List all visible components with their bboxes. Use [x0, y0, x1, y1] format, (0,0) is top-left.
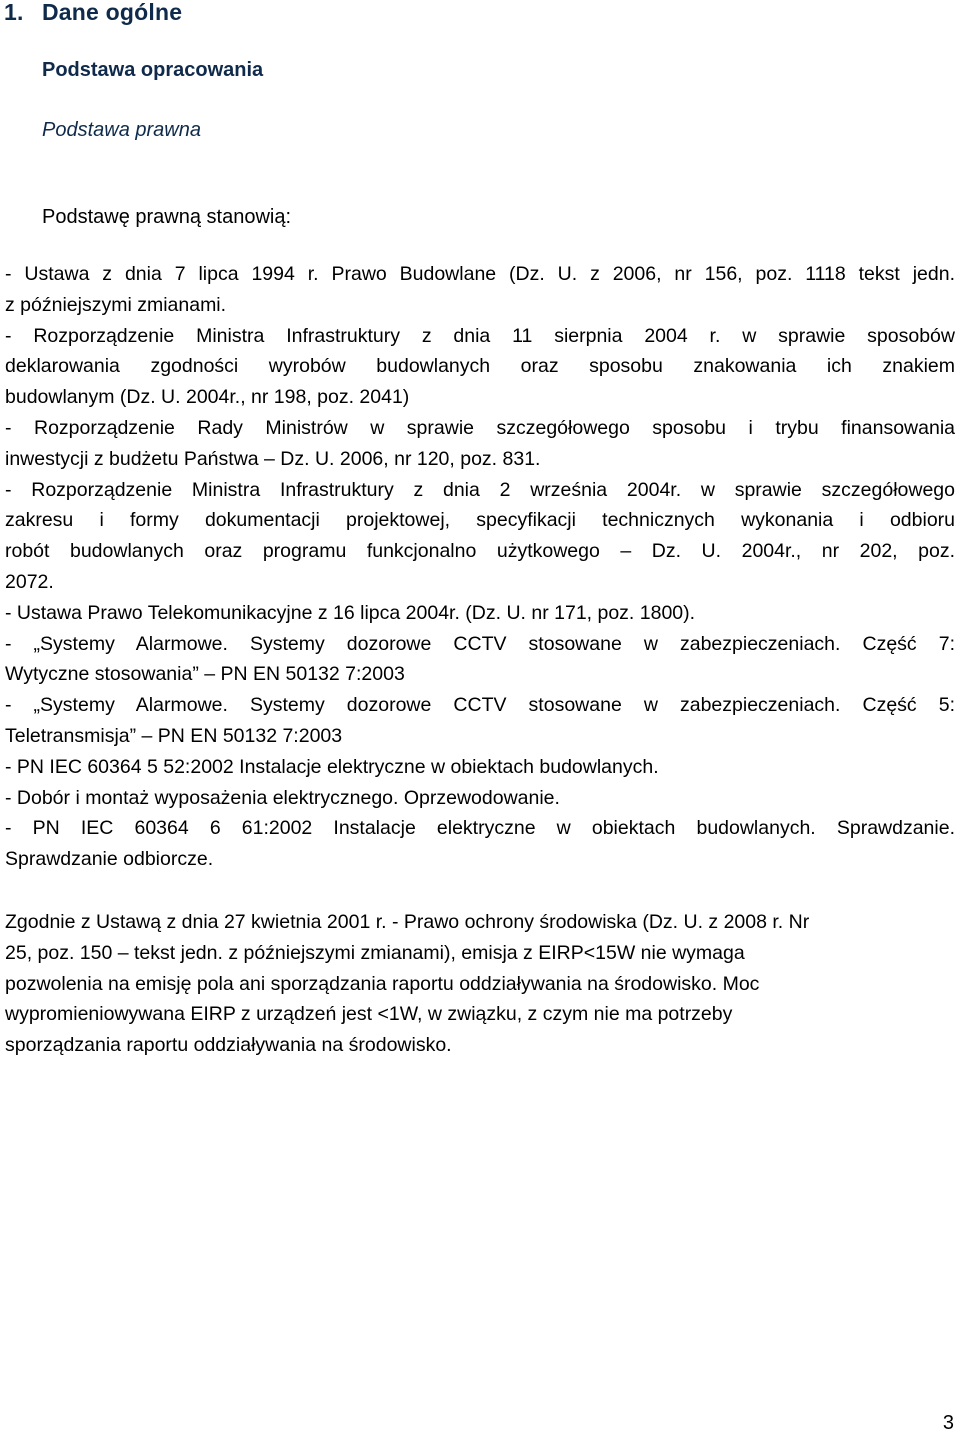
list-line: Sprawdzanie odbiorcze. [5, 848, 214, 871]
list-line: - Ustawa z dnia 7 lipca 1994 r. Prawo Budowlane (Dz. U. z 2006, nr 156, poz. 1118 tekst jedn. [5, 263, 955, 285]
list-line: robót budowlanych oraz programu funkcjonalno użytkowego – Dz. U. 2004r., nr 202, poz. [5, 540, 955, 563]
list-line: - „Systemy Alarmowe. Systemy dozorowe CCTV stosowane w zabezpieczeniach. Część 5: [5, 694, 955, 717]
section-number: 1. [4, 0, 24, 25]
list-line: - PN IEC 60364 6 61:2002 Instalacje elektryczne w obiektach budowlanych. Sprawdzanie. [5, 817, 955, 840]
list-line: Teletransmisja” – PN EN 50132 7:2003 [5, 724, 343, 747]
list-line: - „Systemy Alarmowe. Systemy dozorowe CCTV stosowane w zabezpieczeniach. Część 7: [5, 632, 955, 655]
paragraph-line: wypromieniowywana EIRP z urządzeń jest <1W, w związku, z czym nie ma potrzeby [5, 1003, 733, 1026]
page-number: 3 [942, 1412, 954, 1434]
list-line: - Rozporządzenie Ministra Infrastruktury z dnia 11 sierpnia 2004 r. w sprawie sposobów [5, 324, 955, 347]
paragraph-line: 25, poz. 150 – tekst jedn. z późniejszymi zmianami), emisja z EIRP<15W nie wymaga [5, 941, 745, 964]
subsubsection-heading: Podstawa prawna [42, 119, 201, 141]
section-heading [4, 0, 182, 26]
environment-paragraph [5, 907, 955, 1061]
list-line: - Dobór i montaż wyposażenia elektrycznego. Oprzewodowanie. [5, 786, 560, 809]
subsection-heading: Podstawa opracowania [42, 59, 264, 81]
list-line: deklarowania zgodności wyrobów budowlanych oraz sposobu znakowania ich znakiem [5, 355, 955, 378]
list-line: z późniejszymi zmianami. [5, 293, 227, 316]
list-line: - Ustawa Prawo Telekomunikacyjne z 16 lipca 2004r. (Dz. U. nr 171, poz. 1800). [5, 601, 696, 624]
paragraph-line: Zgodnie z Ustawą z dnia 27 kwietnia 2001 r. - Prawo ochrony środowiska (Dz. U. z 2008 r. Nr [5, 911, 810, 933]
paragraph-line: pozwolenia na emisję pola ani sporządzania raportu oddziaływania na środowisko. Moc [5, 972, 760, 995]
list-line: budowlanym (Dz. U. 2004r., nr 198, poz. 2041) [5, 386, 410, 409]
paragraph-line: sporządzania raportu oddziaływania na środowisko. [5, 1034, 452, 1057]
list-line: - Rozporządzenie Ministra Infrastruktury z dnia 2 września 2004r. w sprawie szczegółowego [5, 478, 955, 501]
legal-basis-list [5, 259, 955, 875]
list-line: - PN IEC 60364 5 52:2002 Instalacje elektryczne w obiektach budowlanych. [5, 755, 659, 778]
list-line: Wytyczne stosowania” – PN EN 50132 7:2003 [5, 663, 405, 686]
list-line: zakresu i formy dokumentacji projektowej, specyfikacji technicznych wykonania i odbioru [5, 509, 955, 532]
intro-text: Podstawę prawną stanowią: [42, 206, 292, 228]
list-line: - Rozporządzenie Rady Ministrów w sprawie szczegółowego sposobu i trybu finansowania [5, 416, 955, 439]
list-line: 2072. [5, 570, 54, 593]
list-line: inwestycji z budżetu Państwa – Dz. U. 2006, nr 120, poz. 831. [5, 447, 541, 470]
section-title: Dane ogólne [42, 0, 183, 25]
